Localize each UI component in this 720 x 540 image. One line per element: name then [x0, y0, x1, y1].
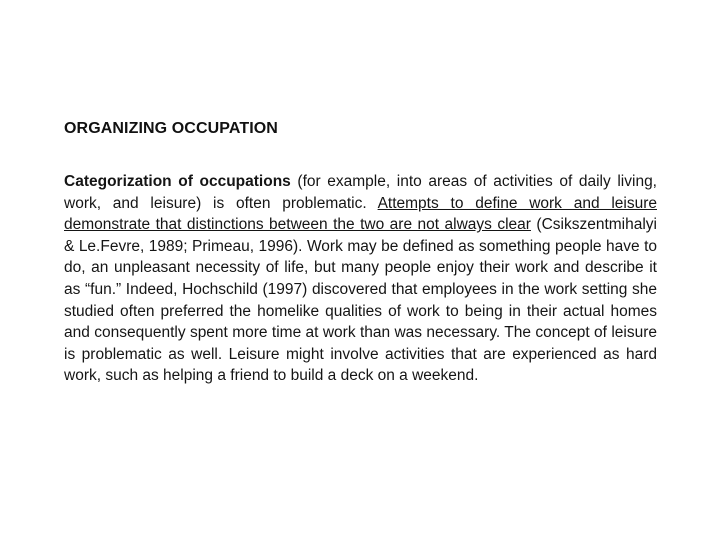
slide-heading: ORGANIZING OCCUPATION	[64, 120, 278, 137]
paragraph-text-part-1: (for example, into areas of activities of daily living, work, and leisure) is often problematic.	[64, 173, 657, 212]
underlined-statement: Attempts to define work and leisure demonstrate that distinctions between the two are not always clear	[64, 194, 657, 234]
bold-term: Categorization of occupations	[64, 173, 291, 190]
paragraph-text-part-2: (Csikszentmihalyi & Le.Fevre, 1989; Primeau, 1996). Work may be defined as something people have to do, an unpleasant necessity of life, but many people enjoy their work and describe it as “fun.” Indeed, Hochschild (1997) discovered that employees in the work setting she studied often preferred the homelike qualities of work to being in their actual homes and consequently spent more time at work than was necessary. The concept of leisure is problematic as well. Leisure might involve activities that are experienced as hard work, such as helping a friend to build a deck on a weekend.	[64, 216, 658, 385]
body-paragraph	[64, 171, 657, 387]
